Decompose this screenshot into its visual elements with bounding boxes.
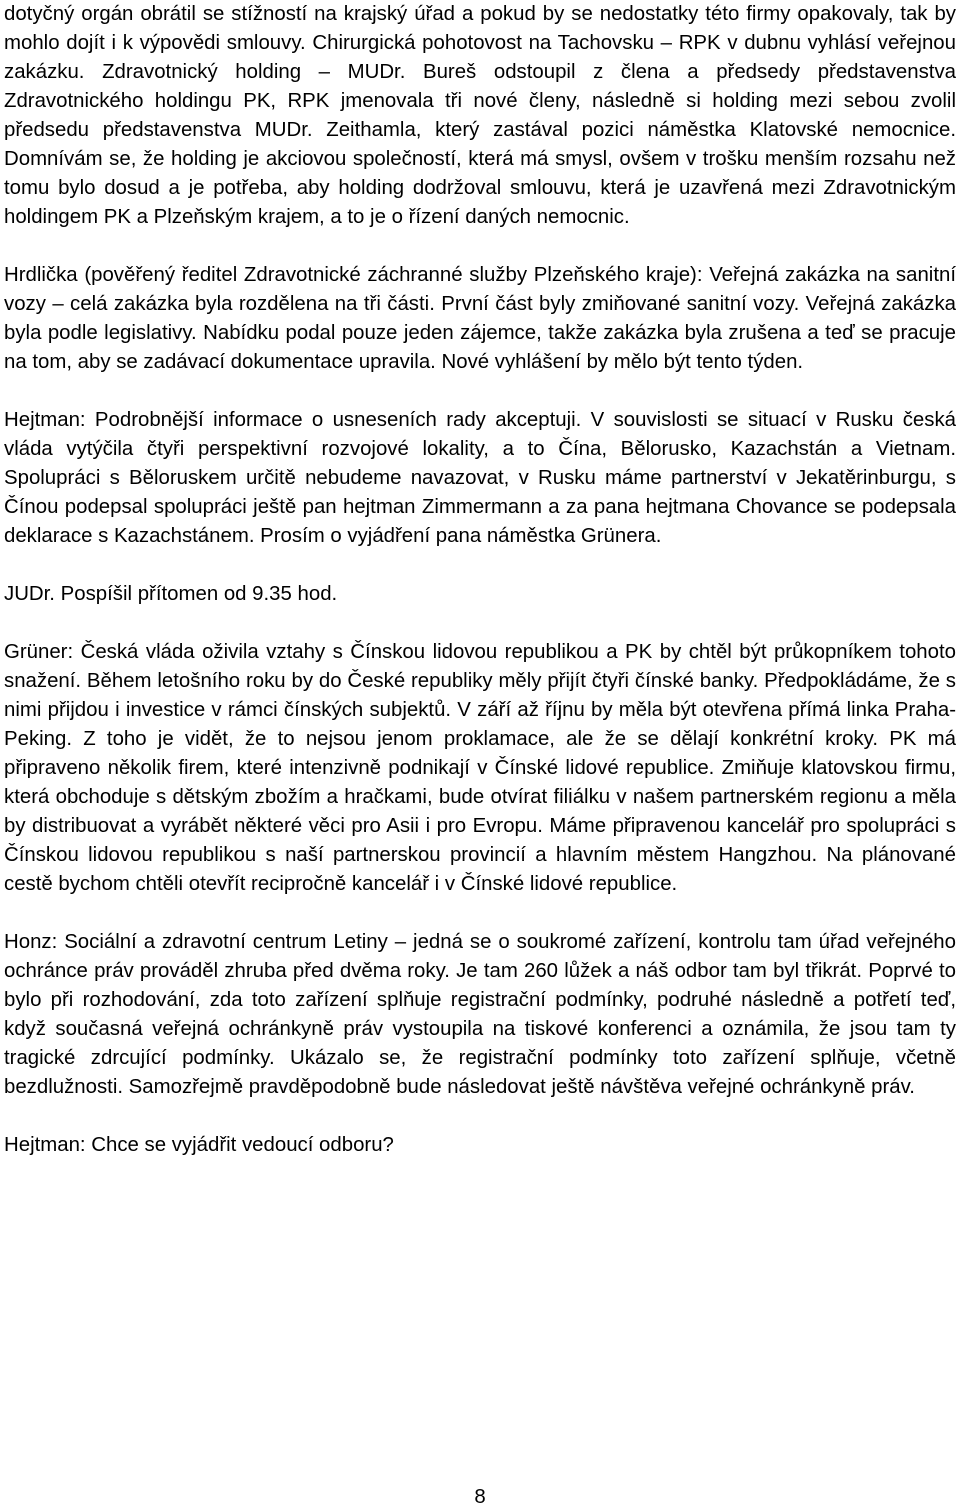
paragraph-gruner: Grüner: Česká vláda oživila vztahy s Čínskou lidovou republikou a PK by chtěl být průkopníkem tohoto snažení. Během letošního roku by do České republiky měly přijít čtyři čínské banky. Předpokládáme, že s nimi přijdou i investice v rámci čínských subjektů. V září až říjnu by měla být otevřena přímá linka Praha-Peking. Z toho je vidět, že to nejsou jenom proklamace, ale že se dělají konkrétní kroky. PK má připraveno několik firem, které intenzivně podnikají v Čínské lidové republice. Zmiňuje klatovskou firmu, která obchoduje s dětským zbožím a hračkami, bude otvírat filiálku v našem partnerském regionu a měla by distribuovat a vyrábět některé věci pro Asii i pro Evropu. Máme připravenou kancelář pro spolupráci s Čínskou lidovou republikou s naší partnerskou provincií a hlavním městem Hangzhou. Na plánované cestě bychom chtěli otevřít recipročně kancelář i v Čínské lidové republice. [4, 641, 956, 895]
paragraph-hejtman-otazka: Hejtman: Chce se vyjádřit vedoucí odboru? [4, 1134, 394, 1156]
page-number: 8 [474, 1486, 486, 1508]
paragraph-spacer [4, 1102, 956, 1131]
paragraph-pospisil: JUDr. Pospíšil přítomen od 9.35 hod. [4, 583, 338, 605]
paragraph-zdravotnictvi: dotyčný orgán obrátil se stížností na krajský úřad a pokud by se nedostatky této firmy opakovaly, tak by mohlo dojít i k výpovědi smlouvy. Chirurgická pohotovost na Tachovsku – RPK v dubnu vyhlásí veřejnou zakázku. Zdravotnický holding – MUDr. Bureš odstoupil z člena a předsedy představenstva Zdravotnického holdingu PK, RPK jmenovala tři nové členy, následně si holding mezi sebou zvolil předsedu představenstva MUDr. Zeithamla, který zastával pozici náměstka Klatovské nemocnice. Domnívám se, že holding je akciovou společností, která má smysl, ovšem v trošku menším rozsahu než tomu bylo dosud a je potřeba, aby holding dodržoval smlouvu, která je uzavřená mezi Zdravotnickým holdingem PK a Plzeňským krajem, a to je o řízení daných nemocnic. [4, 3, 956, 228]
paragraph-spacer [4, 899, 956, 928]
document-page [4, 0, 956, 1509]
paragraph-hejtman-rusko: Hejtman: Podrobnější informace o usneseních rady akceptuji. V souvislosti se situací v Rusku česká vláda vytýčila čtyři perspektivní rozvojové lokality, a to Čína, Bělorusko, Kazachstán a Vietnam. Spolupráci s Běloruskem určitě nebudeme navazovat, v Rusku máme partnerství v Jekatěrinburgu, s Čínou podepsal spolupráci ještě pan hejtman Zimmermann a za pana hejtmana Chovance se podepsala deklarace s Kazachstánem. Prosím o vyjádření pana náměstka Grünera. [4, 409, 956, 547]
paragraph-spacer [4, 232, 956, 261]
paragraph-honz: Honz: Sociální a zdravotní centrum Letiny – jedná se o soukromé zařízení, kontrolu tam úřad veřejného ochránce práv prováděl zhruba před dvěma roky. Je tam 260 lůžek a náš odbor tam byl třikrát. Poprvé to bylo při rozhodování, zda toto zařízení splňuje registrační podmínky, podruhé následně a potřetí teď, když současná veřejná ochránkyně práv vystoupila na tiskové konferenci a oznámila, že jsou tam ty tragické zdrcující podmínky. Ukázalo se, že registrační podmínky toto zařízení splňuje, včetně bezdlužnosti. Samozřejmě pravděpodobně bude následovat ještě návštěva veřejné ochránkyně práv. [4, 931, 956, 1098]
paragraph-spacer [4, 551, 956, 580]
paragraph-hrdlicka: Hrdlička (pověřený ředitel Zdravotnické záchranné služby Plzeňského kraje): Veřejná zakázka na sanitní vozy – celá zakázka byla rozdělena na tři části. První část byly zmiňované sanitní vozy. Veřejná zakázka byla podle legislativy. Nabídku podal pouze jeden zájemce, takže zakázka byla zrušena a teď se pracuje na tom, aby se zadávací dokumentace upravila. Nové vyhlášení by mělo být tento týden. [4, 264, 956, 373]
paragraph-spacer [4, 609, 956, 638]
paragraph-spacer [4, 377, 956, 406]
